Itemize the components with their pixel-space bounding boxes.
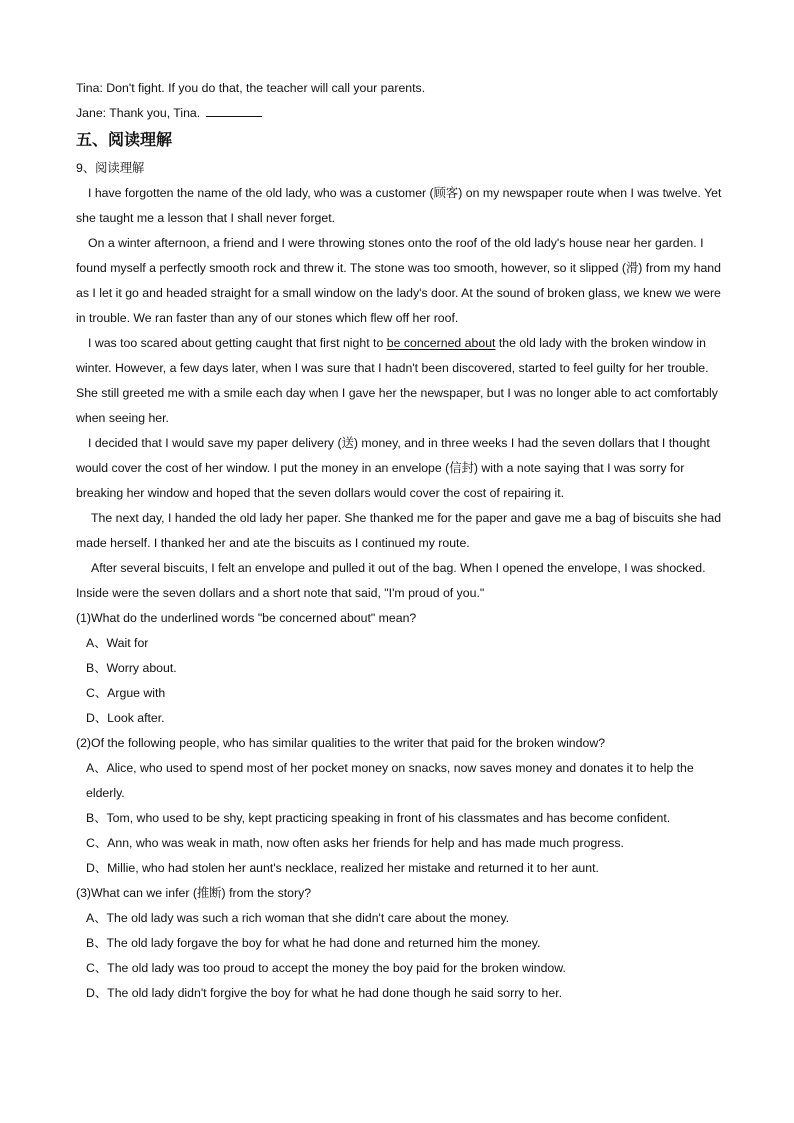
question-1-option-a[interactable]: A、Wait for [86,636,149,650]
question-1-option-c[interactable]: C、Argue with [86,686,166,700]
passage-paragraph-2: On a winter afternoon, a friend and I were throwing stones onto the roof of the old lady's house near her garden. I found myself a perfectly smooth rock and threw it. The stone was too smooth, however, so it slipped (滑) from my hand as I let it go and headed straight for a small window on the lady's door. At the sound of broken glass, we knew we were in trouble. We ran faster than any of our stones which flew off her roof. [76,236,721,325]
question-1-stem: (1)What do the underlined words "be concerned about" mean? [76,611,417,625]
question-1 [76,606,722,731]
underlined-phrase: be concerned about [386,336,496,350]
paragraph-3-start: I was too scared about getting caught that first night to [88,336,387,350]
document-page [76,76,722,1006]
question-2-option-c[interactable]: C、Ann, who was weak in math, now often asks her friends for help and has made much progress. [86,836,624,850]
question-3-option-b[interactable]: B、The old lady forgave the boy for what he had done and returned him the money. [86,936,541,950]
question-2 [76,731,722,881]
question-2-stem: (2)Of the following people, who has similar qualities to the writer that paid for the broken window? [76,736,606,750]
passage-paragraph-3 [76,331,722,431]
dialogue-line-jane [76,101,722,126]
question-3-option-a[interactable]: A、The old lady was such a rich woman that she didn't care about the money. [86,911,510,925]
dialogue-line-jane-text: Jane: Thank you, Tina. [76,106,201,120]
question-number-label: 9、阅读理解 [76,161,145,175]
question-2-option-d[interactable]: D、Millie, who had stolen her aunt's necklace, realized her mistake and returned it to her aunt. [86,861,599,875]
question-2-option-a[interactable]: A、Alice, who used to spend most of her pocket money on snacks, now saves money and donates it to help the elderly. [86,761,694,800]
passage-paragraph-4: I decided that I would save my paper delivery (送) money, and in three weeks I had the seven dollars that I thought would cover the cost of her window. I put the money in an envelope (信封) with a note saying that I was sorry for breaking her window and hoped that the seven dollars would cover the cost of repairing it. [76,436,710,500]
question-3-option-c[interactable]: C、The old lady was too proud to accept the money the boy paid for the broken window. [86,961,566,975]
passage-paragraph-1: I have forgotten the name of the old lady, who was a customer (顾客) on my newspaper route when I was twelve. Yet she taught me a lesson that I shall never forget. [76,186,722,225]
question-1-option-b[interactable]: B、Worry about. [86,661,177,675]
question-2-option-b[interactable]: B、Tom, who used to be shy, kept practicing speaking in front of his classmates and has become confident. [86,811,671,825]
paragraph-3-rest: the old lady with the broken window in winter. However, a few days later, when I was sure that I hadn't been discovered, started to feel guilty for her trouble. She still greeted me with a smile each day when I gave her the newspaper, but I was no longer able to act comfortably when seeing her. [76,336,718,425]
answer-blank[interactable] [206,115,262,117]
section-title: 五、阅读理解 [76,130,173,149]
passage-paragraph-5: The next day, I handed the old lady her paper. She thanked me for the paper and gave me a bag of biscuits she had made herself. I thanked her and ate the biscuits as I continued my route. [76,511,722,550]
question-3-stem: (3)What can we infer (推断) from the story? [76,886,312,900]
passage-paragraph-6: After several biscuits, I felt an envelope and pulled it out of the bag. When I opened the envelope, I was shocked. Inside were the seven dollars and a short note that said, "I'm proud of you." [76,561,706,600]
dialogue-line-tina: Tina: Don't fight. If you do that, the teacher will call your parents. [76,81,426,95]
question-3 [76,881,722,1006]
question-3-option-d[interactable]: D、The old lady didn't forgive the boy for what he had done though he said sorry to her. [86,986,563,1000]
question-1-option-d[interactable]: D、Look after. [86,711,165,725]
